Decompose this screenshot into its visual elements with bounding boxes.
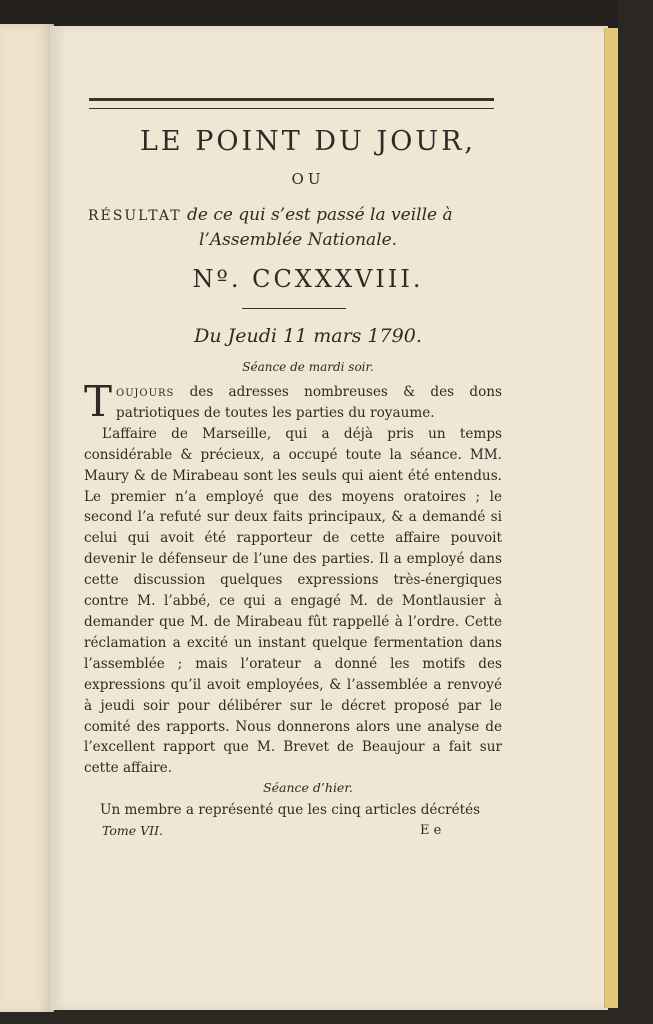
signature-mark: E e xyxy=(420,823,442,838)
facing-page-edge xyxy=(0,24,54,1014)
volume-label: Tome VII. xyxy=(102,823,163,838)
drop-cap: T xyxy=(84,377,113,426)
separator-rule xyxy=(242,308,346,309)
issue-date: Du Jeudi 11 mars 1790. xyxy=(194,325,422,347)
subtitle-line-2: l’Assemblée Nationale. xyxy=(199,230,398,250)
journal-title: LE POINT DU JOUR, xyxy=(139,126,477,157)
session-heading: Séance de mardi soir. xyxy=(242,360,374,374)
continued-line: Un membre a représenté que les cinq articles décrétés xyxy=(100,802,481,818)
background-bottom xyxy=(0,1012,653,1024)
paragraph-1-text: des adresses nombreuses & des dons patriotiques de toutes les parties du royaume. xyxy=(116,384,502,421)
background-top xyxy=(0,0,653,28)
session-heading-2: Séance d’hier. xyxy=(263,780,353,795)
background-right xyxy=(618,0,653,1024)
header-rule xyxy=(89,98,494,109)
title-conjunction: OU xyxy=(291,170,325,188)
subtitle-smallcaps: RÉSULTAT xyxy=(88,208,182,224)
page-gilt-edge xyxy=(604,28,619,1008)
subtitle-line-1 xyxy=(88,205,453,225)
paragraph-1 xyxy=(84,377,502,426)
issue-number: Nº. CCXXXVIII. xyxy=(192,265,424,293)
paragraph-1-smallcaps: oujours xyxy=(116,384,175,400)
article-body xyxy=(84,377,502,779)
subtitle-rest: de ce qui s’est passé la veille à xyxy=(181,205,453,225)
paragraph-2: L’affaire de Marseille, qui a déjà pris un temps considérable & précieux, a occupé toute la séance. MM. Maury & de Mirabeau sont les seuls qui aient été entendus. Le premier n’a employé que des moyens oratoires ; le second l’a refuté sur deux faits principaux, & a demandé si celui qui avoit été rapporteur de cette affaire pouvoit devenir le défenseur de l’une des parties. Il a employé dans cette discussion quelques expressions très-énergiques contre M. l’abbé, ce qui a engagé M. de Montlausier à demander que M. de Mirabeau fût rappellé à l’ordre. Cette réclamation a excité un instant quelque fermentation dans l’assemblée ; mais l’orateur a donné les motifs des expressions qu’il avoit employées, & l’assemblée a renvoyé à jeudi soir pour délibérer sur le décret proposé par le comité des rapports. Nous donnerons alors une analyse de l’excellent rapport que M. Brevet de Beaujour a fait sur cette affaire. xyxy=(84,425,502,777)
